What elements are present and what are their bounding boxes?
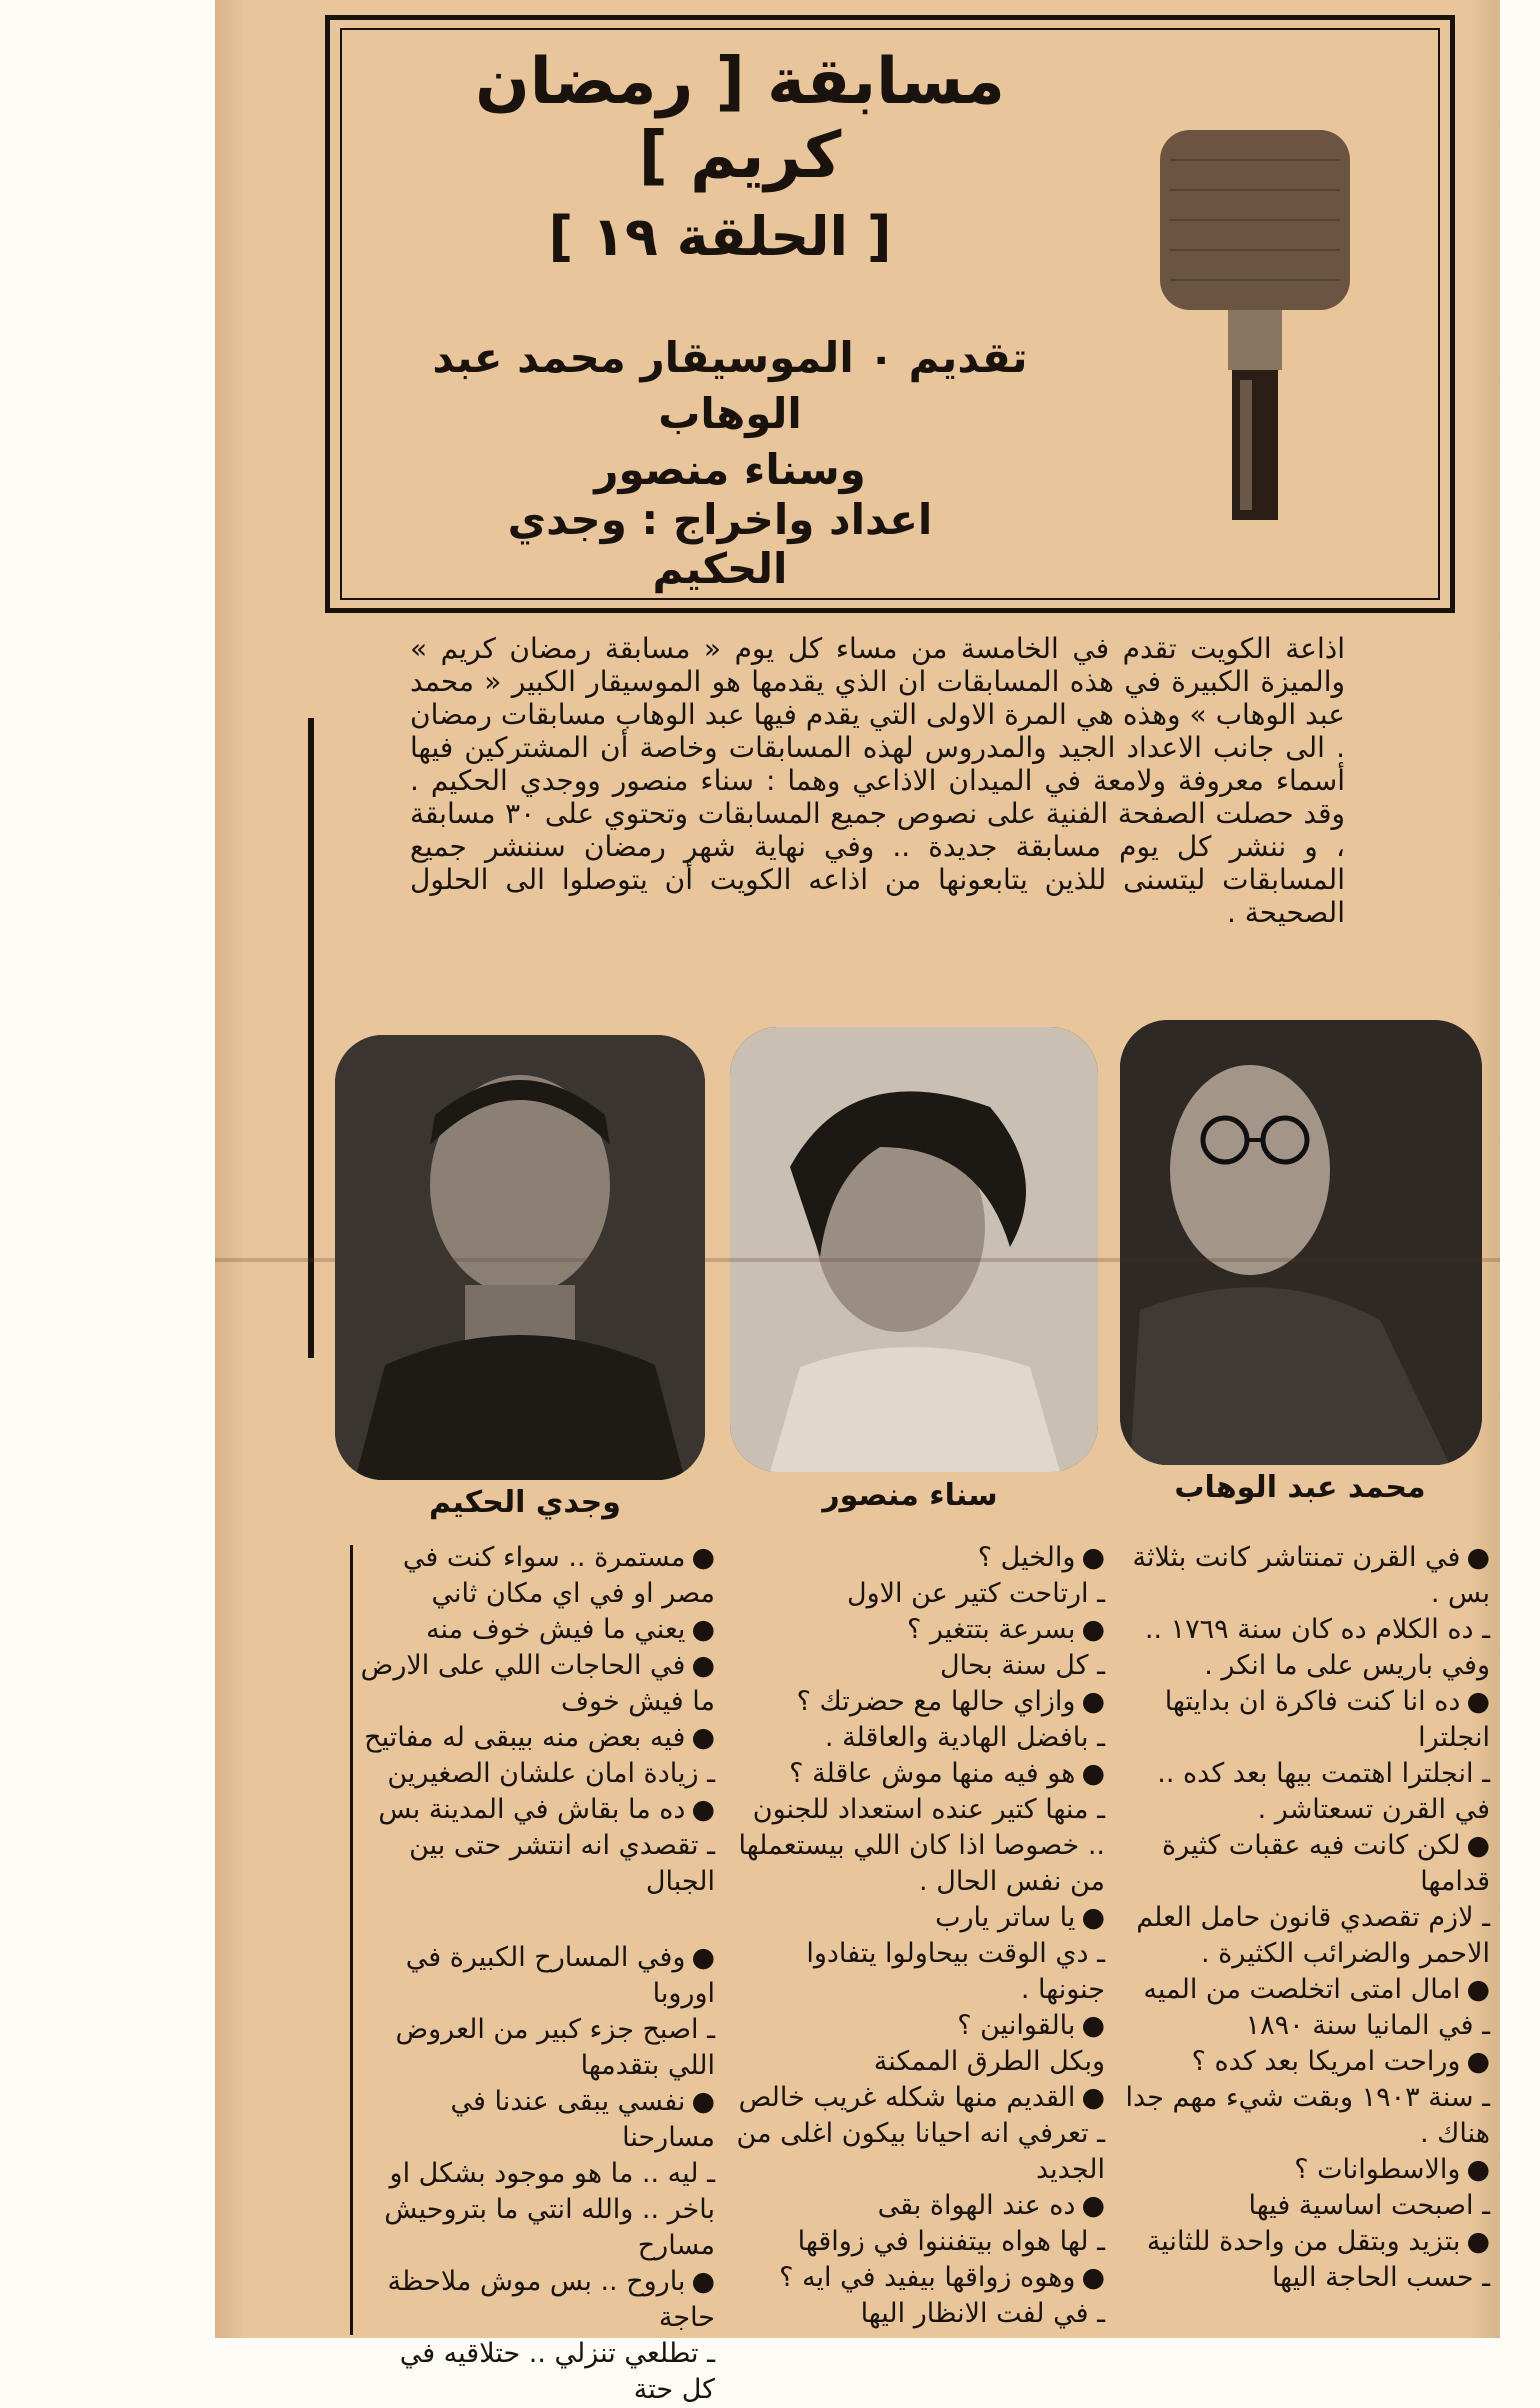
presenters-line-1: تقديم ٠ الموسيقار محمد عبد الوهاب xyxy=(432,333,1028,438)
list-item: ● فيه بعض منه بيبقى له مفاتيح xyxy=(360,1720,715,1756)
list-item: ● وهوه زواقها بيفيد في ايه ؟ xyxy=(735,2260,1105,2296)
microphone-icon xyxy=(1150,120,1360,525)
list-item: ● ده ما بقاش في المدينة بس xyxy=(360,1792,715,1828)
list-item: ـ تقصدي انه انتشر حتى بين الجبال xyxy=(409,1830,715,1897)
list-item: ـ انجلترا اهتمت بيها بعد كده .. في القرن تسعتاشر . xyxy=(1157,1758,1490,1825)
list-item: ـ دي الوقت بيحاولوا يتفادوا جنونها . xyxy=(806,1938,1105,2005)
list-item: ـ سنة ١٩٠٣ وبقت شيء مهم جدا هناك . xyxy=(1125,2082,1490,2149)
list-item: ـ ده الكلام ده كان سنة ١٧٦٩ .. وفي باريس على ما انكر . xyxy=(1144,1614,1490,1681)
list-item: ـ كل سنة بحال xyxy=(940,1650,1105,1681)
episode-label: [ الحلقة ١٩ ] xyxy=(548,205,892,268)
list-item: ● امال امتى اتخلصت من الميه xyxy=(1125,1972,1490,2008)
list-item: ● في القرن تمنتاشر كانت بثلاثة بس . xyxy=(1125,1540,1490,1612)
list-item: ـ اصبحت اساسية فيها xyxy=(1248,2190,1490,2221)
list-item: ● هو فيه منها موش عاقلة ؟ xyxy=(735,1756,1105,1792)
caption-mohamed-abdelwahab: محمد عبد الوهاب xyxy=(1174,1470,1426,1505)
mic-handle xyxy=(1232,370,1278,520)
list-item: ـ زيادة امان علشان الصغيرين xyxy=(387,1758,715,1789)
list-item: ● ده انا كنت فاكرة ان بدايتها انجلترا xyxy=(1125,1684,1490,1756)
list-item: ● في الحاجات اللي على الارض ما فيش خوف xyxy=(360,1648,715,1720)
list-item: ـ ارتاحت كتير عن الاول xyxy=(847,1578,1105,1609)
column-left xyxy=(360,1540,715,2408)
production-credit: اعداد واخراج : وجدي الحكيم xyxy=(507,495,933,593)
list-item: ● والاسطوانات ؟ xyxy=(1125,2152,1490,2188)
column-right xyxy=(1125,1540,1490,2296)
list-item: ● وازاي حالها مع حضرتك ؟ xyxy=(735,1684,1105,1720)
presenters-line-2: وسناء منصور xyxy=(594,445,866,494)
list-item: ● لكن كانت فيه عقبات كثيرة قدامها xyxy=(1125,1828,1490,1900)
caption-sanaa-mansour: سناء منصور xyxy=(822,1478,998,1513)
list-item: ● يعني ما فيش خوف منه xyxy=(360,1612,715,1648)
columns-side-rule xyxy=(350,1545,353,2335)
list-item: ـ لازم تقصدي قانون حامل العلم الاحمر والضرائب الكثيرة . xyxy=(1136,1902,1490,1969)
list-item: ـ حسب الحاجة اليها xyxy=(1271,2262,1490,2293)
list-item: ـ ليه .. ما هو موجود بشكل او باخر .. والله انتي ما بتروحيش مسارح xyxy=(384,2158,715,2261)
list-item: ● نفسي يبقى عندنا في مسارحنا xyxy=(360,2084,715,2156)
list-item: ـ في لفت الانظار اليها xyxy=(860,2298,1105,2329)
list-item: ● مستمرة .. سواء كنت في مصر او في اي مكان ثاني xyxy=(360,1540,715,1612)
page-title: مسابقة [ رمضان كريم ] xyxy=(475,45,1005,193)
list-item: ● القديم منها شكله غريب خالص xyxy=(735,2080,1105,2116)
portrait-image xyxy=(730,1027,1098,1472)
list-item: ● بالقوانين ؟ xyxy=(735,2008,1105,2044)
list-item: ـ لها هواه بيتفننوا في زواقها xyxy=(797,2226,1105,2257)
list-item: وبكل الطرق الممكنة xyxy=(873,2046,1105,2077)
list-item: ● بسرعة بتتغير ؟ xyxy=(735,1612,1105,1648)
list-item: ـ بافضل الهادية والعاقلة . xyxy=(824,1722,1105,1753)
list-item: ● وفي المسارح الكبيرة في اوروبا xyxy=(360,1940,715,2012)
list-item: ـ تعرفي انه احيانا بيكون اغلى من الجديد xyxy=(736,2118,1105,2185)
paper-edge-left xyxy=(215,0,245,2338)
intro-side-rule xyxy=(308,718,314,1358)
list-item: ● ده عند الهواة بقى xyxy=(735,2188,1105,2224)
portrait-image xyxy=(1120,1020,1482,1465)
photo-mohamed-abdelwahab xyxy=(1120,1020,1482,1465)
list-item: ـ تطلعي تنزلي .. حتلاقيه في كل حتة xyxy=(399,2338,715,2405)
intro-paragraph: اذاعة الكويت تقدم في الخامسة من مساء كل يوم « مسابقة رمضان كريم » والميزة الكبيرة في هذه المسابقات ان الذي يقدمها هو الموسيقار الكبير « محمد عبد الوهاب » وهذه هي المرة الاولى التي يقدم فيها عبد الوهاب مسابقات رمضان . الى جانب الاعداد الجيد والمدروس لهذه المسابقات وخاصة أن المشتركين فيها أسماء معروفة ولامعة في الميدان الاذاعي وهما : سناء منصور ووجدي الحكيم . وقد حصلت الصفحة الفنية على نصوص جميع المسابقات وتحتوي على ٣٠ مسابقة ، و ننشر كل يوم مسابقة جديدة .. وفي نهاية شهر رمضان سننشر جميع المسابقات ليتسنى للذين يتابعونها من اذاعه الكويت أن يتوصلوا الى الحلول الصحيحة . xyxy=(410,632,1345,929)
list-item: ● باروح .. بس موش ملاحظة حاجة xyxy=(360,2264,715,2336)
column-middle xyxy=(735,1540,1105,2332)
list-item: ● وراحت امريكا بعد كده ؟ xyxy=(1125,2044,1490,2080)
list-item: ـ اصبح جزء كبير من العروض اللي بتقدمها xyxy=(395,2014,715,2081)
mic-neck xyxy=(1228,310,1282,370)
caption-wagdy-elhakim: وجدي الحكيم xyxy=(429,1485,621,1520)
presenters-credit xyxy=(380,330,1080,498)
paper-fold-line xyxy=(215,1258,1500,1262)
list-item: ● بتزيد وبتقل من واحدة للثانية xyxy=(1125,2224,1490,2260)
list-item: ● والخيل ؟ xyxy=(735,1540,1105,1576)
list-item: ● يا ساتر يارب xyxy=(735,1900,1105,1936)
list-item: ـ في المانيا سنة ١٨٩٠ xyxy=(1245,2010,1490,2041)
photo-sanaa-mansour xyxy=(730,1027,1098,1472)
list-item: ـ منها كتير عنده استعداد للجنون .. خصوصا اذا كان اللي بيستعملها من نفس الحال . xyxy=(738,1794,1105,1897)
